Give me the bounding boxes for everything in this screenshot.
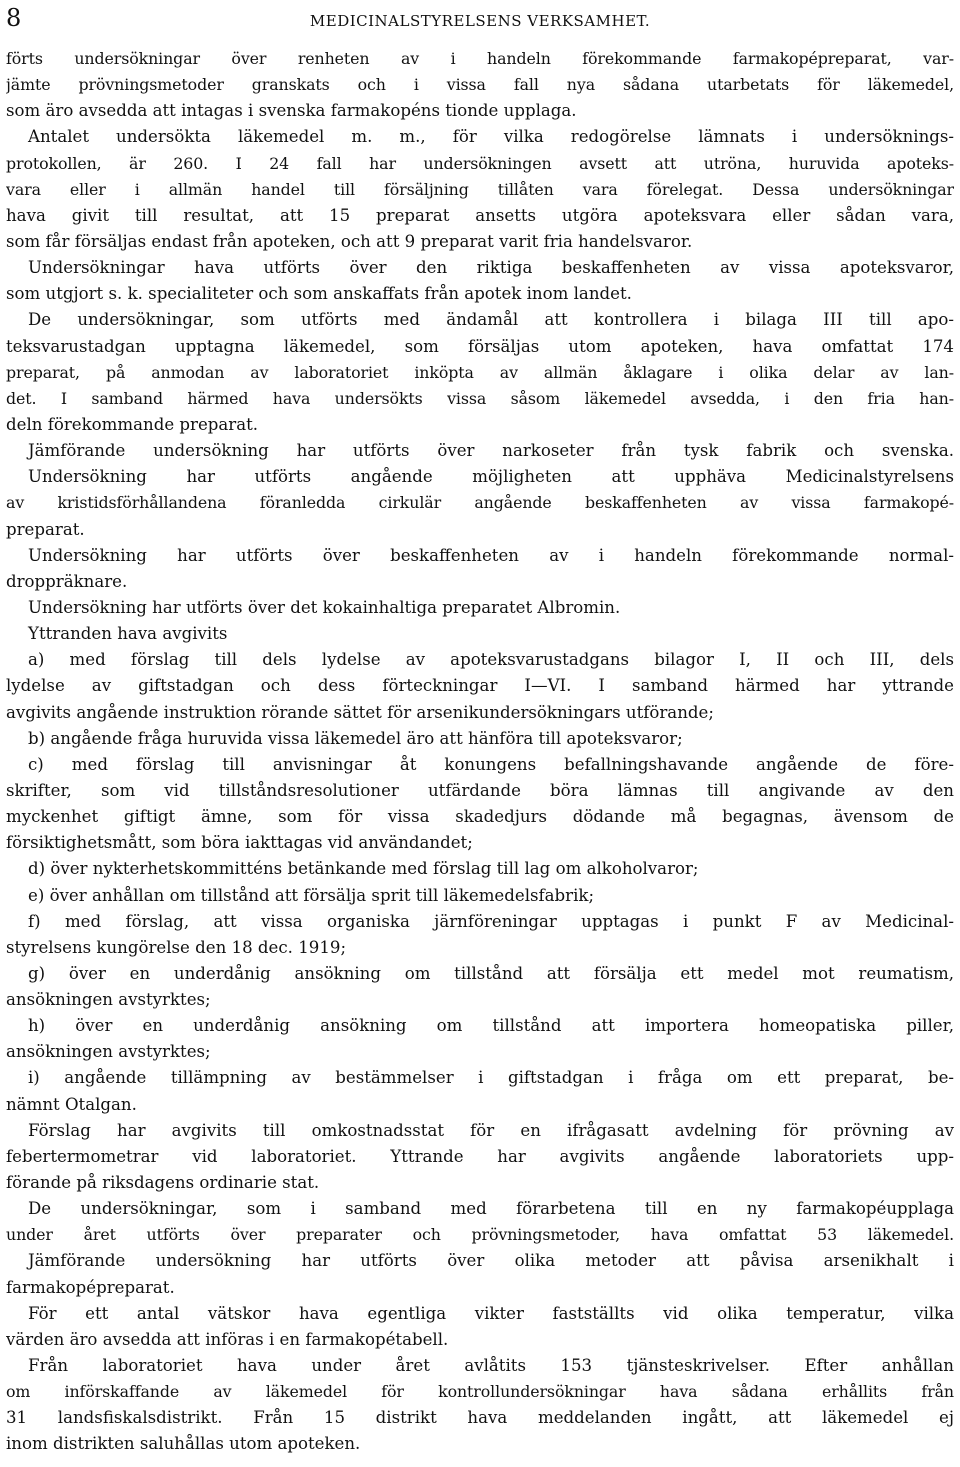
text-line: Jämförande undersökning har utförts över olika metoder att påvisa arsenikhalt i	[28, 1251, 954, 1271]
text-line: d) över nykterhetskommitténs betänkande med förslag till lag om alkoholvaror;	[28, 859, 699, 879]
text-line: Antalet undersökta läkemedel m. m., för vilka redogörelse lämnats i undersöknings-	[28, 127, 954, 147]
text-line: myckenhet giftigt ämne, som för vissa skadedjurs dödande må begagnas, ävensom de	[6, 807, 954, 827]
text-line: Yttranden hava avgivits	[28, 624, 228, 644]
text-line: f) med förslag, att vissa organiska järnföreningar upptagas i punkt F av Medicinal-	[28, 911, 954, 931]
text-line: De undersökningar, som i samband med förarbetena till en ny farmakopéupplaga	[28, 1199, 954, 1219]
text-line: deln förekommande preparat.	[6, 414, 259, 434]
text-line: farmakopépreparat.	[6, 1277, 175, 1297]
text-line: Undersökning har utförts över beskaffenheten av i handeln förekommande normal-	[28, 545, 954, 565]
text-line: hava givit till resultat, att 15 preparat ansetts utgöra apoteksvara eller sådan vara,	[6, 205, 954, 225]
text-line: det. I samband härmed hava undersökts vissa såsom läkemedel avsedda, i den fria han-	[6, 388, 954, 408]
text-line: Förslag har avgivits till omkostnadsstat för en ifrågasatt avdelning för prövning av	[28, 1120, 954, 1140]
text-line: avgivits angående instruktion rörande sättet för arsenikundersökningars utförande;	[6, 702, 714, 722]
text-line: nämnt Otalgan.	[6, 1094, 137, 1114]
text-line: De undersökningar, som utförts med ändamål att kontrollera i bilaga III till apo-	[28, 310, 954, 330]
text-line: Från laboratoriet hava under året avlåtits 153 tjänsteskrivelser. Efter anhållan	[28, 1356, 954, 1376]
text-line: ansökningen avstyrktes;	[6, 990, 211, 1010]
text-line: lydelse av giftstadgan och dess förteckningar I—VI. I samband härmed har yttrande	[6, 676, 954, 696]
text-line: teksvarustadgan upptagna läkemedel, som försäljas utom apoteken, hava omfattat 174	[6, 336, 954, 356]
text-line: b) angående fråga huruvida vissa läkemedel äro att hänföra till apoteksvaror;	[28, 728, 683, 748]
text-line: förts undersökningar över renheten av i handeln förekommande farmakopépreparat, var-	[6, 49, 954, 68]
text-line: preparat.	[6, 519, 85, 539]
text-line: h) över en underdånig ansökning om tillstånd att importera homeopatiska piller,	[28, 1016, 954, 1036]
running-head: MEDICINALSTYRELSENS VERKSAMHET.	[309, 12, 651, 30]
text-line: om införskaffande av läkemedel för kontrollundersökningar hava sådana erhållits från	[6, 1382, 954, 1402]
text-line: som får försäljas endast från apoteken, och att 9 preparat varit fria handelsvaror.	[6, 231, 693, 251]
text-line: jämte prövningsmetoder granskats och i vissa fall nya sådana utarbetats för läkemedel,	[6, 75, 954, 95]
text-line: För ett antal vätskor hava egentliga vikter fastställts vid olika temperatur, vilka	[28, 1303, 954, 1323]
text-line: ansökningen avstyrktes;	[6, 1042, 211, 1062]
text-line: c) med förslag till anvisningar åt konungens befallningshavande angående de före-	[28, 754, 954, 774]
page-header	[6, 0, 954, 34]
text-line: g) över en underdånig ansökning om tillstånd att försälja ett medel mot reumatism,	[28, 963, 954, 983]
text-line: 31 landsfiskalsdistrikt. Från 15 distrikt hava meddelanden ingått, att läkemedel ej	[6, 1408, 954, 1428]
text-line: Undersökning har utförts över det kokainhaltiga preparatet Albromin.	[28, 597, 621, 617]
text-line: i) angående tillämpning av bestämmelser i giftstadgan i fråga om ett preparat, be-	[28, 1068, 954, 1088]
text-line: e) över anhållan om tillstånd att försälja sprit till läkemedelsfabrik;	[28, 885, 595, 905]
page-number: 8	[6, 4, 22, 32]
text-line: Jämförande undersökning har utförts över narkoseter från tysk fabrik och svenska.	[28, 441, 954, 461]
text-line: under året utförts över preparater och prövningsmetoder, hava omfattat 53 läkemedel.	[6, 1225, 954, 1245]
text-line: protokollen, är 260. I 24 fall har undersökningen avsett att utröna, huruvida apoteks-	[6, 153, 954, 173]
text-line: droppräknare.	[6, 571, 128, 591]
text-line: av kristidsförhållandena föranledda cirkulär angående beskaffenheten av vissa farmakopé-	[6, 493, 954, 513]
text-line: försiktighetsmått, som böra iakttagas vid användandet;	[6, 833, 473, 853]
text-line: febertermometrar vid laboratoriet. Yttrande har avgivits angående laboratoriets upp-	[6, 1146, 954, 1166]
text-line: Undersökningar hava utförts över den riktiga beskaffenheten av vissa apoteksvaror,	[28, 258, 954, 278]
text-line: skrifter, som vid tillståndsresolutioner utfärdande böra lämnas till angivande av den	[6, 780, 954, 800]
text-line: som äro avsedda att intagas i svenska farmakopéns tionde upplaga.	[6, 101, 577, 121]
text-line: inom distrikten saluhållas utom apoteken.	[6, 1434, 361, 1454]
body-text	[6, 46, 954, 1458]
text-line: styrelsens kungörelse den 18 dec. 1919;	[6, 937, 347, 957]
text-line: preparat, på anmodan av laboratoriet inköpta av allmän åklagare i olika delar av lan-	[6, 362, 954, 382]
text-line: vara eller i allmän handel till försäljning tillåten vara förelegat. Dessa undersökningar	[6, 179, 954, 199]
text-line: som utgjort s. k. specialiteter och som anskaffats från apotek inom landet.	[6, 284, 632, 304]
text-line: förande på riksdagens ordinarie stat.	[6, 1173, 320, 1193]
text-line: Undersökning har utförts angående möjligheten att upphäva Medicinalstyrelsens	[28, 467, 954, 487]
text-line: värden äro avsedda att införas i en farmakopétabell.	[6, 1329, 449, 1349]
text-line: a) med förslag till dels lydelse av apoteksvarustadgans bilagor I, II och III, dels	[28, 650, 954, 670]
